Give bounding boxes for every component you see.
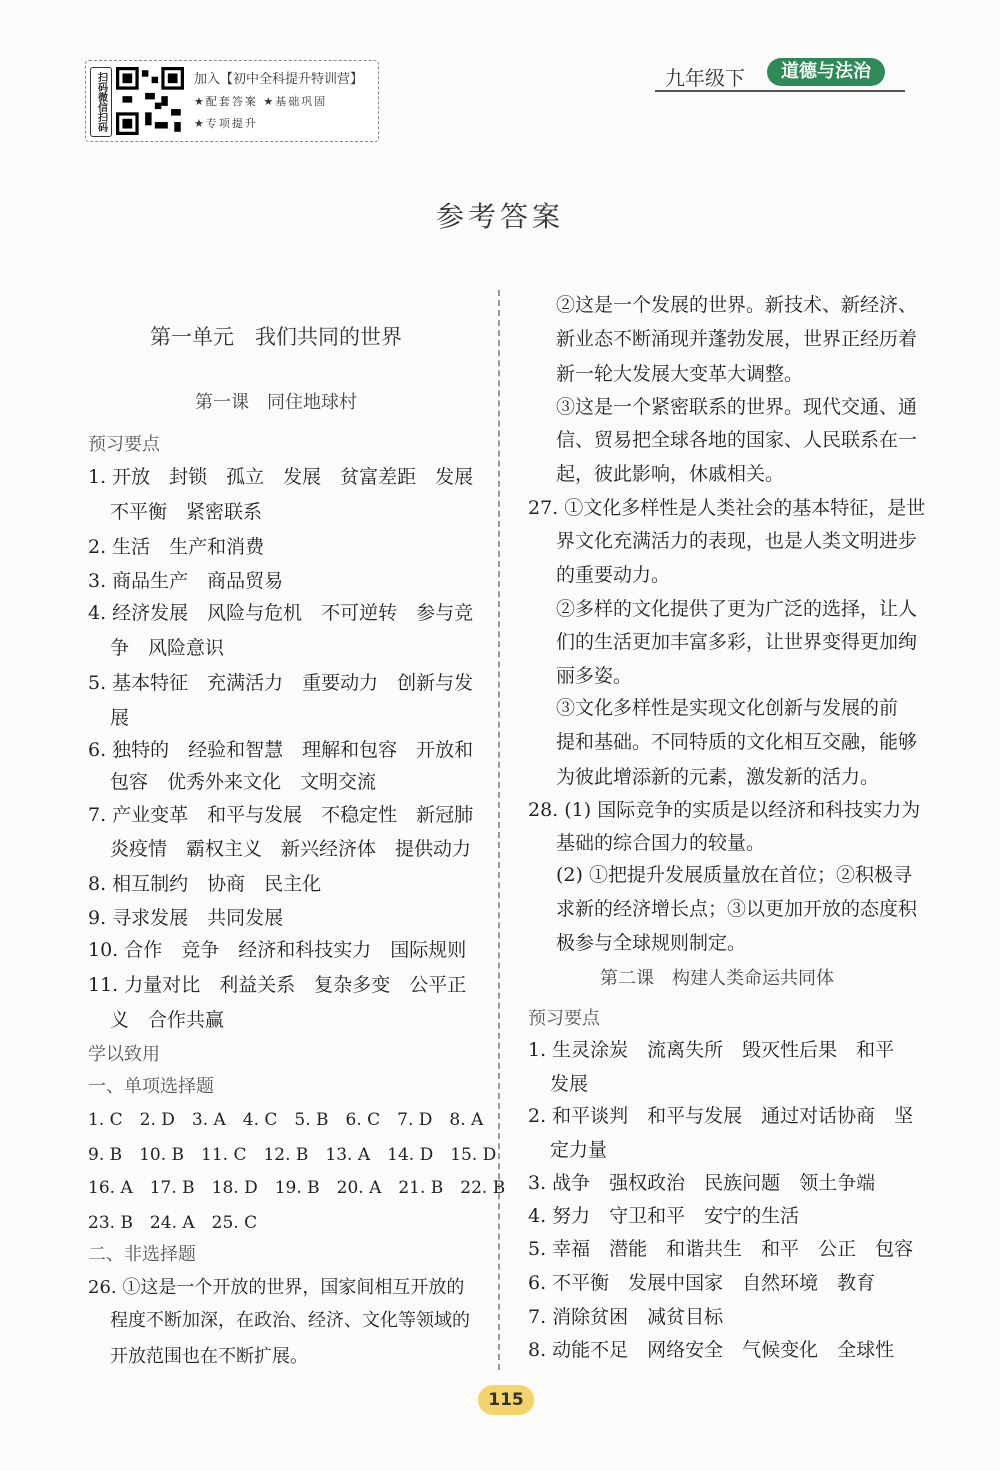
answer-line: 8. 相互制约 协商 民主化 xyxy=(88,873,322,895)
answer-line: 2. 和平谈判 和平与发展 通过对话协商 坚 xyxy=(528,1105,914,1127)
answer-line: 3. 战争 强权政治 民族问题 领土争端 xyxy=(528,1172,876,1194)
header-divider xyxy=(655,90,905,92)
answer-line: 定力量 xyxy=(550,1139,608,1161)
unit-heading: 第一单元 我们共同的世界 xyxy=(150,325,402,349)
promo-line-2: ★配套答案 ★基础巩固 xyxy=(194,95,328,108)
answer-line: 10. 合作 竞争 经济和科技实力 国际规则 xyxy=(88,939,467,961)
section-heading: 二、非选择题 xyxy=(88,1244,196,1265)
answer-line: 起，彼此影响，休戚相关。 xyxy=(556,463,785,485)
answer-line: 3. 商品生产 商品贸易 xyxy=(88,570,284,592)
answer-line: 9. 寻求发展 共同发展 xyxy=(88,907,284,929)
answer-line: 新一轮大发展大变革大调整。 xyxy=(556,363,804,385)
answer-line: 2. 生活 生产和消费 xyxy=(88,536,265,558)
answer-line: 争 风险意识 xyxy=(110,637,225,659)
answer-line: 界文化充满活力的表现，也是人类文明进步 xyxy=(556,530,918,552)
answer-line: 的重要动力。 xyxy=(556,564,671,586)
answer-line: 27. ①文化多样性是人类社会的基本特征，是世 xyxy=(528,497,926,519)
answer-line: 新业态不断涌现并蓬勃发展，世界正经历着 xyxy=(556,328,918,350)
answer-line: (2) ①把提升发展质量放在首位；②积极寻 xyxy=(556,864,912,886)
answer-line: 23. B 24. A 25. C xyxy=(88,1213,258,1233)
answer-line: 6. 独特的 经验和智慧 理解和包容 开放和 xyxy=(88,739,474,761)
answer-line: 极参与全球规则制定。 xyxy=(556,932,747,954)
qr-promo-box xyxy=(85,60,379,142)
answer-line: 求新的经济增长点；③以更加开放的态度积 xyxy=(556,898,918,920)
qr-code-icon[interactable] xyxy=(116,67,184,135)
page-number: 115 xyxy=(478,1385,534,1415)
book-header xyxy=(655,58,905,98)
answer-line: 11. 力量对比 利益关系 复杂多变 公平正 xyxy=(88,974,467,996)
grade-label: 九年级下 xyxy=(665,66,745,90)
answer-line: ②这是一个发展的世界。新技术、新经济、 xyxy=(556,294,918,316)
section-heading: 预习要点 xyxy=(528,1008,600,1029)
answer-line: 们的生活更加丰富多彩，让世界变得更加绚 xyxy=(556,631,918,653)
answer-line: 5. 幸福 潜能 和谐共生 和平 公正 包容 xyxy=(528,1238,914,1260)
answer-line: 1. C 2. D 3. A 4. C 5. B 6. C 7. D 8. A xyxy=(88,1110,484,1130)
answer-line: 6. 不平衡 发展中国家 自然环境 教育 xyxy=(528,1272,876,1294)
answer-line: 不平衡 紧密联系 xyxy=(110,501,263,523)
answer-line: 7. 消除贫困 减贫目标 xyxy=(528,1306,724,1328)
answer-line: 28. (1) 国际竞争的实质是以经济和科技实力为 xyxy=(528,799,921,821)
answer-line: ③这是一个紧密联系的世界。现代交通、通 xyxy=(556,396,918,418)
answer-line: 26. ①这是一个开放的世界，国家间相互开放的 xyxy=(88,1277,465,1298)
answer-line: 义 合作共赢 xyxy=(110,1009,225,1031)
section-heading: 预习要点 xyxy=(88,434,160,455)
section-heading: 一、单项选择题 xyxy=(88,1076,214,1097)
answer-line: 1. 生灵涂炭 流离失所 毁灭性后果 和平 xyxy=(528,1039,895,1061)
answer-line: ③文化多样性是实现文化创新与发展的前 xyxy=(556,697,899,719)
answer-line: 7. 产业变革 和平与发展 不稳定性 新冠肺 xyxy=(88,804,474,826)
lesson-heading: 第一课 同住地球村 xyxy=(195,392,357,413)
column-divider xyxy=(498,290,500,1370)
answer-line: 提和基础。不同特质的文化相互交融，能够 xyxy=(556,731,918,753)
answer-line: 9. B 10. B 11. C 12. B 13. A 14. D 15. D xyxy=(88,1145,497,1165)
lesson-heading: 第二课 构建人类命运共同体 xyxy=(600,968,834,989)
answer-line: 5. 基本特征 充满活力 重要动力 创新与发 xyxy=(88,672,474,694)
section-heading: 学以致用 xyxy=(88,1044,160,1065)
answer-line: 包容 优秀外来文化 文明交流 xyxy=(110,771,377,793)
answer-line: ②多样的文化提供了更为广泛的选择，让人 xyxy=(556,598,918,620)
answer-line: 信、贸易把全球各地的国家、人民联系在一 xyxy=(556,429,918,451)
answer-line: 开放范围也在不断扩展。 xyxy=(110,1346,308,1367)
answer-line: 发展 xyxy=(550,1073,589,1095)
answer-line: 4. 努力 守卫和平 安宁的生活 xyxy=(528,1205,800,1227)
answer-line: 1. 开放 封锁 孤立 发展 贫富差距 发展 xyxy=(88,466,474,488)
answer-line: 丽多姿。 xyxy=(556,665,633,687)
page-title: 参考答案 xyxy=(435,200,564,233)
answer-line: 程度不断加深，在政治、经济、文化等领域的 xyxy=(110,1310,470,1331)
answer-line: 8. 动能不足 网络安全 气候变化 全球性 xyxy=(528,1339,895,1361)
subject-badge: 道德与法治 xyxy=(767,58,885,86)
qr-side-label: 扫码微信扫码 xyxy=(90,67,112,137)
answer-line: 基础的综合国力的较量。 xyxy=(556,832,766,854)
promo-line-3: ★专项提升 xyxy=(194,117,258,130)
answer-line: 展 xyxy=(110,707,130,729)
answer-line: 4. 经济发展 风险与危机 不可逆转 参与竞 xyxy=(88,602,474,624)
answer-line: 16. A 17. B 18. D 19. B 20. A 21. B 22. B xyxy=(88,1178,506,1198)
answer-line: 炎疫情 霸权主义 新兴经济体 提供动力 xyxy=(110,838,472,860)
promo-line-1: 加入【初中全科提升特训营】 xyxy=(194,72,364,87)
answer-line: 为彼此增添新的元素，激发新的活力。 xyxy=(556,766,880,788)
